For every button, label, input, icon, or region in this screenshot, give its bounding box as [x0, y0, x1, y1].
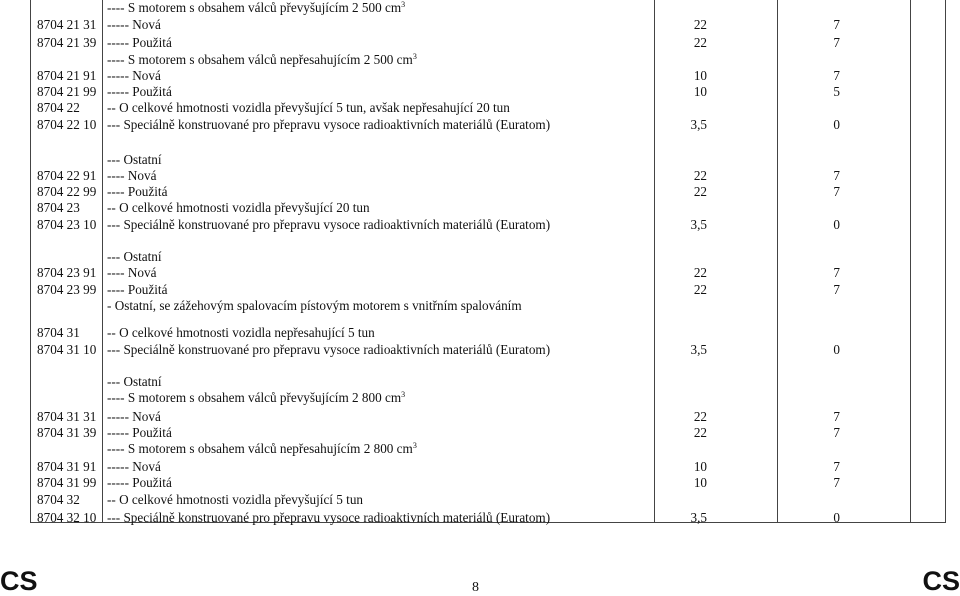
- duty-rate-primary: 3,5: [690, 342, 707, 357]
- duty-rate-primary: 3,5: [690, 510, 707, 525]
- table-row: [30, 117, 946, 133]
- tariff-code: 8704 31 31: [37, 409, 97, 424]
- goods-description: -- O celkové hmotnosti vozidla převyšující 20 tun: [107, 200, 370, 215]
- table-row: [30, 374, 946, 390]
- duty-rate-primary: 10: [693, 475, 707, 490]
- superscript: 3: [412, 52, 417, 61]
- tariff-code: 8704 22 91: [37, 168, 97, 183]
- tariff-code: 8704 21 99: [37, 84, 97, 99]
- duty-rate-secondary: 7: [833, 282, 840, 297]
- table-row: [30, 249, 946, 265]
- superscript: 3: [401, 390, 406, 399]
- goods-description: -- O celkové hmotnosti vozidla převyšující 5 tun: [107, 492, 364, 507]
- duty-rate-secondary: 7: [833, 425, 840, 440]
- table-row: [30, 441, 946, 457]
- table-row: [30, 425, 946, 441]
- superscript: 3: [401, 0, 406, 9]
- tariff-code: 8704 31 91: [37, 459, 97, 474]
- duty-rate-primary: 10: [693, 459, 707, 474]
- duty-rate-secondary: 7: [833, 68, 840, 83]
- tariff-code: 8704 32 10: [37, 510, 97, 525]
- table-row: [30, 168, 946, 184]
- duty-rate-primary: 10: [693, 84, 707, 99]
- tariff-code: 8704 31 10: [37, 342, 97, 357]
- duty-rate-secondary: 7: [833, 17, 840, 32]
- duty-rate-primary: 22: [693, 425, 707, 440]
- duty-rate-primary: 22: [693, 184, 707, 199]
- goods-description: - Ostatní, se zážehovým spalovacím pístovým motorem s vnitřním spalováním: [107, 298, 522, 313]
- goods-description: ----- Nová: [107, 459, 161, 474]
- duty-rate-secondary: 7: [833, 475, 840, 490]
- tariff-code: 8704 23 91: [37, 265, 97, 280]
- page-number: 8: [472, 580, 479, 595]
- duty-rate-primary: 10: [693, 68, 707, 83]
- tariff-code: 8704 31 99: [37, 475, 97, 490]
- goods-description: ---- Použitá: [107, 282, 168, 297]
- tariff-code: 8704 23 10: [37, 217, 97, 232]
- goods-description: ---- Použitá: [107, 184, 168, 199]
- goods-description: ----- Nová: [107, 68, 161, 83]
- duty-rate-primary: 22: [693, 409, 707, 424]
- table-row: [30, 510, 946, 526]
- goods-description: ----- Použitá: [107, 35, 172, 50]
- footer-language-right: CS: [922, 566, 960, 596]
- duty-rate-secondary: 5: [833, 84, 840, 99]
- table-row: [30, 217, 946, 233]
- duty-rate-secondary: 7: [833, 168, 840, 183]
- goods-description: ----- Použitá: [107, 475, 172, 490]
- tariff-code: 8704 31: [37, 325, 80, 340]
- goods-description: -- O celkové hmotnosti vozidla převyšující 5 tun, avšak nepřesahující 20 tun: [107, 100, 510, 115]
- table-row: [30, 409, 946, 425]
- tariff-code: 8704 21 91: [37, 68, 97, 83]
- tariff-code: 8704 31 39: [37, 425, 97, 440]
- duty-rate-secondary: 0: [833, 342, 840, 357]
- duty-rate-primary: 3,5: [690, 217, 707, 232]
- goods-description: ----- Nová: [107, 409, 161, 424]
- duty-rate-primary: 22: [693, 35, 707, 50]
- table-row: [30, 459, 946, 475]
- goods-description: ----- Nová: [107, 17, 161, 32]
- goods-description: --- Ostatní: [107, 374, 162, 389]
- tariff-code: 8704 32: [37, 492, 80, 507]
- table-row: [30, 282, 946, 298]
- goods-description: --- Speciálně konstruované pro přepravu vysoce radioaktivních materiálů (Euratom): [107, 217, 551, 232]
- duty-rate-primary: 3,5: [690, 117, 707, 132]
- description-text: ---- S motorem s obsahem válců nepřesahujícím 2 800 cm: [107, 441, 413, 456]
- tariff-code: 8704 23 99: [37, 282, 97, 297]
- duty-rate-secondary: 7: [833, 184, 840, 199]
- tariff-code: 8704 22 99: [37, 184, 97, 199]
- tariff-code: 8704 22 10: [37, 117, 97, 132]
- table-row: [30, 84, 946, 100]
- goods-description: --- Speciálně konstruované pro přepravu vysoce radioaktivních materiálů (Euratom): [107, 117, 551, 132]
- duty-rate-primary: 22: [693, 282, 707, 297]
- goods-description: ---- Nová: [107, 168, 157, 183]
- duty-rate-secondary: 7: [833, 459, 840, 474]
- table-row: [30, 52, 946, 68]
- table-row: [30, 68, 946, 84]
- table-row: [30, 265, 946, 281]
- footer-language-left: CS: [0, 566, 38, 596]
- goods-description: --- Ostatní: [107, 152, 162, 167]
- description-text: ---- S motorem s obsahem válců nepřesahujícím 2 500 cm: [107, 52, 413, 67]
- tariff-table: [30, 0, 946, 523]
- duty-rate-secondary: 0: [833, 510, 840, 525]
- table-row: [30, 184, 946, 200]
- superscript: 3: [412, 441, 417, 450]
- table-row: [30, 342, 946, 358]
- table-row: [30, 152, 946, 168]
- tariff-code: 8704 22: [37, 100, 80, 115]
- tariff-code: 8704 23: [37, 200, 80, 215]
- table-row: [30, 390, 946, 406]
- goods-description: [107, 0, 405, 16]
- goods-description: ----- Použitá: [107, 425, 172, 440]
- duty-rate-secondary: 0: [833, 117, 840, 132]
- duty-rate-secondary: 7: [833, 265, 840, 280]
- table-row: [30, 100, 946, 116]
- goods-description: [107, 390, 405, 406]
- goods-description: [107, 441, 417, 457]
- table-row: [30, 492, 946, 508]
- duty-rate-secondary: 0: [833, 217, 840, 232]
- duty-rate-primary: 22: [693, 168, 707, 183]
- table-row: [30, 325, 946, 341]
- goods-description: ---- Nová: [107, 265, 157, 280]
- table-row: [30, 35, 946, 51]
- duty-rate-secondary: 7: [833, 35, 840, 50]
- goods-description: --- Speciálně konstruované pro přepravu vysoce radioaktivních materiálů (Euratom): [107, 342, 551, 357]
- tariff-code: 8704 21 31: [37, 17, 97, 32]
- goods-description: --- Speciálně konstruované pro přepravu vysoce radioaktivních materiálů (Euratom): [107, 510, 551, 525]
- goods-description: -- O celkové hmotnosti vozidla nepřesahující 5 tun: [107, 325, 375, 340]
- table-row: [30, 200, 946, 216]
- goods-description: [107, 52, 417, 68]
- duty-rate-secondary: 7: [833, 409, 840, 424]
- tariff-code: 8704 21 39: [37, 35, 97, 50]
- description-text: ---- S motorem s obsahem válců převyšujícím 2 500 cm: [107, 0, 402, 15]
- table-row: [30, 0, 946, 16]
- table-row: [30, 17, 946, 33]
- duty-rate-primary: 22: [693, 265, 707, 280]
- table-row: [30, 475, 946, 491]
- table-row: [30, 298, 946, 314]
- goods-description: ----- Použitá: [107, 84, 172, 99]
- duty-rate-primary: 22: [693, 17, 707, 32]
- description-text: ---- S motorem s obsahem válců převyšujícím 2 800 cm: [107, 390, 402, 405]
- goods-description: --- Ostatní: [107, 249, 162, 264]
